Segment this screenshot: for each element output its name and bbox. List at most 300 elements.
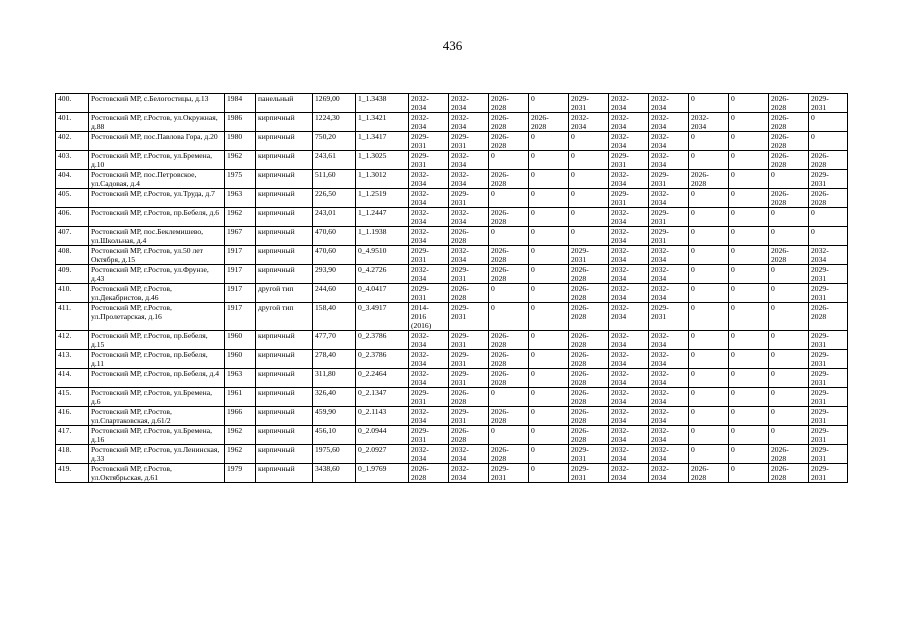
table-cell: 1986 xyxy=(225,113,256,132)
table-cell: 2026- 2028 xyxy=(769,445,809,464)
table-cell: кирпичный xyxy=(256,170,313,189)
table-cell: 311,80 xyxy=(313,369,356,388)
row-number-cell: 407. xyxy=(56,227,89,246)
table-cell: 2026- 2028 xyxy=(489,113,529,132)
table-cell: 0 xyxy=(689,189,729,208)
table-cell: 2029- 2031 xyxy=(489,464,529,483)
table-cell: 0 xyxy=(729,369,769,388)
table-cell: 0 xyxy=(489,303,529,331)
row-number-cell: 400. xyxy=(56,94,89,113)
table-cell: 0 xyxy=(729,189,769,208)
table-cell: 2026- 2028 xyxy=(569,303,609,331)
table-cell: 2032- 2034 xyxy=(649,331,689,350)
table-cell: 2032- 2034 xyxy=(649,113,689,132)
table-cell: 243,61 xyxy=(313,151,356,170)
table-cell: 2032- 2034 xyxy=(609,246,649,265)
table-cell: 2026- 2028 xyxy=(769,464,809,483)
table-cell: 2032- 2034 xyxy=(649,445,689,464)
table-cell: 2029- 2031 xyxy=(569,464,609,483)
table-cell: 2032- 2034 xyxy=(609,227,649,246)
table-cell: 1962 xyxy=(225,151,256,170)
table-cell: 244,60 xyxy=(313,284,356,303)
row-number-cell: 412. xyxy=(56,331,89,350)
table-cell: кирпичный xyxy=(256,189,313,208)
table-cell: 2026- 2028 xyxy=(449,388,489,407)
row-number-cell: 413. xyxy=(56,350,89,369)
table-cell: 2032- 2034 xyxy=(609,284,649,303)
table-cell: 1224,30 xyxy=(313,113,356,132)
table-cell: 2026- 2028 xyxy=(449,284,489,303)
table-cell: кирпичный xyxy=(256,227,313,246)
table-cell: 2032- 2034 xyxy=(649,189,689,208)
table-cell: 2026- 2028 xyxy=(489,170,529,189)
table-cell: 2032- 2034 xyxy=(609,170,649,189)
table-cell: 0 xyxy=(769,303,809,331)
table-cell: 2032- 2034 xyxy=(449,464,489,483)
table-cell: 2029- 2031 xyxy=(809,464,848,483)
table-cell: 2029- 2031 xyxy=(449,132,489,151)
table-cell: 293,90 xyxy=(313,265,356,284)
table-cell: 1917 xyxy=(225,303,256,331)
table-cell: 1917 xyxy=(225,265,256,284)
table-cell: 1980 xyxy=(225,132,256,151)
table-cell: 2029- 2031 xyxy=(649,208,689,227)
table-cell: 2029- 2031 xyxy=(449,369,489,388)
table-cell: 2032- 2034 xyxy=(449,113,489,132)
table-cell: 0 xyxy=(769,227,809,246)
table-cell: 2032- 2034 xyxy=(409,94,449,113)
table-cell: 0 xyxy=(689,369,729,388)
table-cell: 0 xyxy=(809,113,848,132)
table-cell: 2032- 2034 xyxy=(649,388,689,407)
table-cell: 0 xyxy=(569,208,609,227)
address-cell: Ростовский МР, г.Ростов, ул.Декабристов, д.46 xyxy=(89,284,225,303)
table-cell: 0 xyxy=(729,94,769,113)
table-cell: 2029- 2031 xyxy=(809,407,848,426)
table-cell: 0 xyxy=(569,132,609,151)
table-cell: 2026- 2028 xyxy=(489,331,529,350)
table-cell: 0 xyxy=(689,151,729,170)
table-row xyxy=(56,407,848,426)
table-cell: 0 xyxy=(529,170,569,189)
table-cell: 2032- 2034 xyxy=(409,331,449,350)
table-cell: 2029- 2031 xyxy=(409,284,449,303)
table-cell: 2029- 2031 xyxy=(409,246,449,265)
row-number-cell: 410. xyxy=(56,284,89,303)
table-cell: 0 xyxy=(689,388,729,407)
table-cell: 2029- 2031 xyxy=(449,189,489,208)
table-cell: 0_2.3786 xyxy=(356,350,409,369)
table-cell: 2026- 2028 xyxy=(489,94,529,113)
table-cell: 2029- 2031 xyxy=(649,227,689,246)
table-cell: 456,10 xyxy=(313,426,356,445)
table-cell: 2029- 2031 xyxy=(449,407,489,426)
table-cell: 0 xyxy=(689,208,729,227)
address-cell: Ростовский МР, г.Ростов, ул.Труда, д.7 xyxy=(89,189,225,208)
table-cell: 2026- 2028 xyxy=(769,132,809,151)
address-cell: Ростовский МР, пос.Павлова Гора, д.20 xyxy=(89,132,225,151)
table-cell: кирпичный xyxy=(256,407,313,426)
table-cell: 2026- 2028 xyxy=(489,265,529,284)
table-cell: 2032- 2034 xyxy=(409,113,449,132)
table-cell: 2029- 2031 xyxy=(809,284,848,303)
table-cell: 2032- 2034 xyxy=(409,189,449,208)
table-cell: 0 xyxy=(729,208,769,227)
table-cell: 2026- 2028 xyxy=(769,246,809,265)
table-cell: 2026- 2028 xyxy=(409,464,449,483)
table-cell: 2026- 2028 xyxy=(569,407,609,426)
table-cell: 0 xyxy=(529,246,569,265)
table-cell: 2032- 2034 xyxy=(449,445,489,464)
table-cell: 0 xyxy=(769,350,809,369)
table-cell: 2026- 2028 xyxy=(689,170,729,189)
address-cell: Ростовский МР, г.Ростов, ул.Бремена, д.6 xyxy=(89,388,225,407)
table-cell: кирпичный xyxy=(256,426,313,445)
table-cell: 0 xyxy=(769,407,809,426)
table-cell: 0 xyxy=(529,265,569,284)
table-cell: 2029- 2031 xyxy=(809,331,848,350)
table-cell: кирпичный xyxy=(256,113,313,132)
table-cell: 0 xyxy=(689,132,729,151)
table-cell: 278,40 xyxy=(313,350,356,369)
table-cell: панельный xyxy=(256,94,313,113)
address-cell: Ростовский МР, г.Ростов, ул.Ленинская, д.33 xyxy=(89,445,225,464)
table-cell: 2032- 2034 xyxy=(409,227,449,246)
table-cell: 2029- 2031 xyxy=(569,445,609,464)
table-row xyxy=(56,369,848,388)
table-cell: 0 xyxy=(729,303,769,331)
table-cell: 2026- 2028 xyxy=(809,303,848,331)
table-cell: 2032- 2034 xyxy=(649,151,689,170)
table-cell: 2029- 2031 xyxy=(809,445,848,464)
address-cell: Ростовский МР, пос.Беклемишево, ул.Школьная, д.4 xyxy=(89,227,225,246)
table-row xyxy=(56,170,848,189)
table-cell: 2026- 2028 xyxy=(569,388,609,407)
table-cell: 0 xyxy=(529,445,569,464)
table-cell: 0_2.2464 xyxy=(356,369,409,388)
address-cell: Ростовский МР, г.Ростов, ул.Октябрьская, д.61 xyxy=(89,464,225,483)
table-row xyxy=(56,426,848,445)
address-cell: Ростовский МР, г.Ростов, ул.Спартаковская, д.61/2 xyxy=(89,407,225,426)
table-cell: 2032- 2034 xyxy=(609,388,649,407)
row-number-cell: 401. xyxy=(56,113,89,132)
table-cell: кирпичный xyxy=(256,151,313,170)
table-cell: 470,60 xyxy=(313,246,356,265)
address-cell: Ростовский МР, г.Ростов, пр.Бебеля, д.15 xyxy=(89,331,225,350)
table-cell: 0_2.0944 xyxy=(356,426,409,445)
table-cell: 1_1.3421 xyxy=(356,113,409,132)
row-number-cell: 402. xyxy=(56,132,89,151)
table-cell: 2029- 2031 xyxy=(569,94,609,113)
table-cell: 0 xyxy=(769,170,809,189)
table-cell: 2032- 2034 xyxy=(409,407,449,426)
table-cell: 0 xyxy=(529,132,569,151)
table-cell: 2032- 2034 xyxy=(609,350,649,369)
table-cell: 0 xyxy=(729,388,769,407)
table-cell: 0 xyxy=(729,331,769,350)
address-cell: Ростовский МР, г.Ростов, пр.Бебеля, д.11 xyxy=(89,350,225,369)
table-cell: 2029- 2031 xyxy=(649,303,689,331)
table-cell: 1975,60 xyxy=(313,445,356,464)
table-cell: кирпичный xyxy=(256,464,313,483)
table-cell: 0 xyxy=(569,151,609,170)
table-cell: 2029- 2031 xyxy=(809,426,848,445)
row-number-cell: 414. xyxy=(56,369,89,388)
table-cell: 2032- 2034 xyxy=(569,113,609,132)
table-cell: 0 xyxy=(809,132,848,151)
table-cell: 1_1.3417 xyxy=(356,132,409,151)
page-number: 436 xyxy=(442,38,463,53)
table-cell: 1975 xyxy=(225,170,256,189)
table-cell: 0 xyxy=(489,189,529,208)
table-cell: 2032- 2034 xyxy=(609,94,649,113)
table-cell: 1960 xyxy=(225,350,256,369)
table-cell: 2032- 2034 xyxy=(409,445,449,464)
table-cell: 2032- 2034 xyxy=(689,113,729,132)
table-cell: 0_2.1347 xyxy=(356,388,409,407)
table-cell: 0 xyxy=(529,388,569,407)
table-cell: 2029- 2031 xyxy=(609,151,649,170)
table-cell: 0_4.0417 xyxy=(356,284,409,303)
table-row xyxy=(56,189,848,208)
table-cell: 0 xyxy=(769,331,809,350)
table-row xyxy=(56,227,848,246)
table-cell: 2032- 2034 xyxy=(649,284,689,303)
table-row xyxy=(56,113,848,132)
table-cell: 0 xyxy=(489,284,529,303)
table-cell: 0 xyxy=(769,208,809,227)
table-cell: 2026- 2028 xyxy=(569,350,609,369)
table-cell: кирпичный xyxy=(256,132,313,151)
table-cell: 1917 xyxy=(225,284,256,303)
table-cell: 0 xyxy=(729,170,769,189)
table-row xyxy=(56,94,848,113)
table-cell: 2029- 2031 xyxy=(809,94,848,113)
row-number-cell: 406. xyxy=(56,208,89,227)
table-cell: 459,90 xyxy=(313,407,356,426)
table-cell: 0 xyxy=(529,303,569,331)
table-cell: 0 xyxy=(689,445,729,464)
table-cell: 2026- 2028 xyxy=(689,464,729,483)
table-cell: 0 xyxy=(569,227,609,246)
table-cell: 2032- 2034 xyxy=(409,170,449,189)
address-cell: Ростовский МР, г.Ростов, ул.Окружная, д.88 xyxy=(89,113,225,132)
table-row xyxy=(56,350,848,369)
address-cell: Ростовский МР, г.Ростов, ул.Пролетарская, д.16 xyxy=(89,303,225,331)
table-cell: 0 xyxy=(729,151,769,170)
table-cell: 2026- 2028 xyxy=(529,113,569,132)
row-number-cell: 404. xyxy=(56,170,89,189)
table-row xyxy=(56,331,848,350)
table-cell: 0_1.9769 xyxy=(356,464,409,483)
table-cell: 0 xyxy=(729,407,769,426)
table-cell: 2026- 2028 xyxy=(489,132,529,151)
table-cell: 0 xyxy=(809,208,848,227)
table-cell: 0 xyxy=(489,227,529,246)
table-cell: 226,50 xyxy=(313,189,356,208)
table-cell: 2032- 2034 xyxy=(649,464,689,483)
table-cell: другой тип xyxy=(256,303,313,331)
table-cell: 2032- 2034 xyxy=(409,208,449,227)
table-cell: 2026- 2028 xyxy=(569,369,609,388)
table-cell: 0_3.4917 xyxy=(356,303,409,331)
table-cell: 0 xyxy=(689,426,729,445)
address-cell: Ростовский МР, г.Ростов, ул.Фрунзе, д.43 xyxy=(89,265,225,284)
table-cell: 0 xyxy=(489,426,529,445)
table-cell: 1967 xyxy=(225,227,256,246)
address-cell: Ростовский МР, пос.Петровское, ул.Садовая, д.4 xyxy=(89,170,225,189)
table-cell: 2032- 2034 xyxy=(809,246,848,265)
table-cell: 2029- 2031 xyxy=(649,170,689,189)
table-cell: 1_1.3012 xyxy=(356,170,409,189)
table-cell: 2032- 2034 xyxy=(609,265,649,284)
table-cell: 1962 xyxy=(225,208,256,227)
table-cell: 0 xyxy=(689,331,729,350)
table-cell: 1269,00 xyxy=(313,94,356,113)
table-cell: 1_1.2519 xyxy=(356,189,409,208)
table-cell: 2032- 2034 xyxy=(609,303,649,331)
table-cell: 2026- 2028 xyxy=(489,350,529,369)
table-cell: 0 xyxy=(729,246,769,265)
table-cell: 1962 xyxy=(225,426,256,445)
table-cell: 0 xyxy=(529,227,569,246)
table-cell: 2032- 2034 xyxy=(609,445,649,464)
row-number-cell: 419. xyxy=(56,464,89,483)
address-cell: Ростовский МР, с.Белогостицы, д.13 xyxy=(89,94,225,113)
table-cell: 2029- 2031 xyxy=(409,151,449,170)
table-cell: 243,01 xyxy=(313,208,356,227)
table-cell: 1963 xyxy=(225,189,256,208)
address-cell: Ростовский МР, г.Ростов, ул.Бремена, д.16 xyxy=(89,426,225,445)
table-cell: 2032- 2034 xyxy=(609,132,649,151)
table-cell: 511,60 xyxy=(313,170,356,189)
table-row xyxy=(56,265,848,284)
table-row xyxy=(56,246,848,265)
table-cell: 0 xyxy=(529,464,569,483)
table-cell: 0 xyxy=(769,284,809,303)
row-number-cell: 418. xyxy=(56,445,89,464)
table-row xyxy=(56,464,848,483)
table-cell: кирпичный xyxy=(256,265,313,284)
table-cell: 0 xyxy=(769,369,809,388)
table-cell: 0 xyxy=(529,189,569,208)
table-cell: 0 xyxy=(729,445,769,464)
table-cell: 326,40 xyxy=(313,388,356,407)
table-cell: 2032- 2034 xyxy=(409,350,449,369)
table-cell: кирпичный xyxy=(256,246,313,265)
table-cell: 2014- 2016 (2016) xyxy=(409,303,449,331)
row-number-cell: 408. xyxy=(56,246,89,265)
table-cell: 0 xyxy=(689,407,729,426)
table-cell: 2032- 2034 xyxy=(609,464,649,483)
table-cell: 2029- 2031 xyxy=(409,426,449,445)
row-number-cell: 411. xyxy=(56,303,89,331)
table-cell: 2029- 2031 xyxy=(809,369,848,388)
table-cell: 2032- 2034 xyxy=(649,369,689,388)
table-cell: 2026- 2028 xyxy=(569,284,609,303)
table-cell: 0_2.3786 xyxy=(356,331,409,350)
table-cell: 2032- 2034 xyxy=(409,265,449,284)
row-number-cell: 417. xyxy=(56,426,89,445)
table-cell: 1961 xyxy=(225,388,256,407)
table-cell: 0_4.9510 xyxy=(356,246,409,265)
table-cell: 2026- 2028 xyxy=(449,426,489,445)
table-cell: 2029- 2031 xyxy=(409,388,449,407)
table-cell: 2029- 2031 xyxy=(809,265,848,284)
table-cell: 2026- 2028 xyxy=(769,94,809,113)
table-cell: 2029- 2031 xyxy=(809,388,848,407)
table-cell: 0 xyxy=(729,132,769,151)
table-cell: 1966 xyxy=(225,407,256,426)
table-cell: 0 xyxy=(569,170,609,189)
table-cell: 0 xyxy=(529,94,569,113)
table-cell: 2029- 2031 xyxy=(449,303,489,331)
address-cell: Ростовский МР, г.Ростов, ул.50 лет Октября, д.15 xyxy=(89,246,225,265)
table-cell: 0 xyxy=(569,189,609,208)
table-cell: 2026- 2028 xyxy=(489,246,529,265)
table-cell: 2032- 2034 xyxy=(449,170,489,189)
table-cell: 0_4.2726 xyxy=(356,265,409,284)
table-cell: 0 xyxy=(729,464,769,483)
table-cell: 1962 xyxy=(225,445,256,464)
address-cell: Ростовский МР, г.Ростов, ул.Бремена, д.10 xyxy=(89,151,225,170)
table-cell: 2026- 2028 xyxy=(569,331,609,350)
table-row xyxy=(56,284,848,303)
table-cell: 2026- 2028 xyxy=(809,189,848,208)
row-number-cell: 405. xyxy=(56,189,89,208)
table-cell: 2026- 2028 xyxy=(489,369,529,388)
table-cell: 1963 xyxy=(225,369,256,388)
table-cell: 0 xyxy=(769,265,809,284)
table-cell: 0 xyxy=(529,350,569,369)
table-cell: 0 xyxy=(529,331,569,350)
address-cell: Ростовский МР, г.Ростов, пр.Бебеля, д.6 xyxy=(89,208,225,227)
table-cell: кирпичный xyxy=(256,388,313,407)
table-cell: 2029- 2031 xyxy=(809,170,848,189)
row-number-cell: 416. xyxy=(56,407,89,426)
table-cell: 470,60 xyxy=(313,227,356,246)
table-cell: кирпичный xyxy=(256,445,313,464)
table-cell: 0 xyxy=(529,208,569,227)
table-cell: 477,70 xyxy=(313,331,356,350)
table-cell: 2029- 2031 xyxy=(449,350,489,369)
table-cell: кирпичный xyxy=(256,208,313,227)
table-cell: 0 xyxy=(769,388,809,407)
table-cell: 1960 xyxy=(225,331,256,350)
table-cell: 1979 xyxy=(225,464,256,483)
table-cell: 2032- 2034 xyxy=(649,246,689,265)
table-cell: кирпичный xyxy=(256,331,313,350)
table-cell: 0 xyxy=(729,265,769,284)
table-cell: 0 xyxy=(529,369,569,388)
table-cell: 0 xyxy=(729,350,769,369)
table-cell: 0 xyxy=(689,94,729,113)
table-cell: 3438,60 xyxy=(313,464,356,483)
table-cell: 2026- 2028 xyxy=(569,265,609,284)
address-cell: Ростовский МР, г.Ростов, пр.Бебеля, д.4 xyxy=(89,369,225,388)
table-cell: 2029- 2031 xyxy=(569,246,609,265)
row-number-cell: 415. xyxy=(56,388,89,407)
table-cell: 2026- 2028 xyxy=(769,189,809,208)
table-cell: 2026- 2028 xyxy=(569,426,609,445)
table-cell: 2026- 2028 xyxy=(769,113,809,132)
row-number-cell: 409. xyxy=(56,265,89,284)
table-cell: 2032- 2034 xyxy=(449,208,489,227)
table-cell: 2032- 2034 xyxy=(609,331,649,350)
table-cell: 1_1.3025 xyxy=(356,151,409,170)
table-cell: 1_1.1938 xyxy=(356,227,409,246)
table-cell: 2029- 2031 xyxy=(449,265,489,284)
